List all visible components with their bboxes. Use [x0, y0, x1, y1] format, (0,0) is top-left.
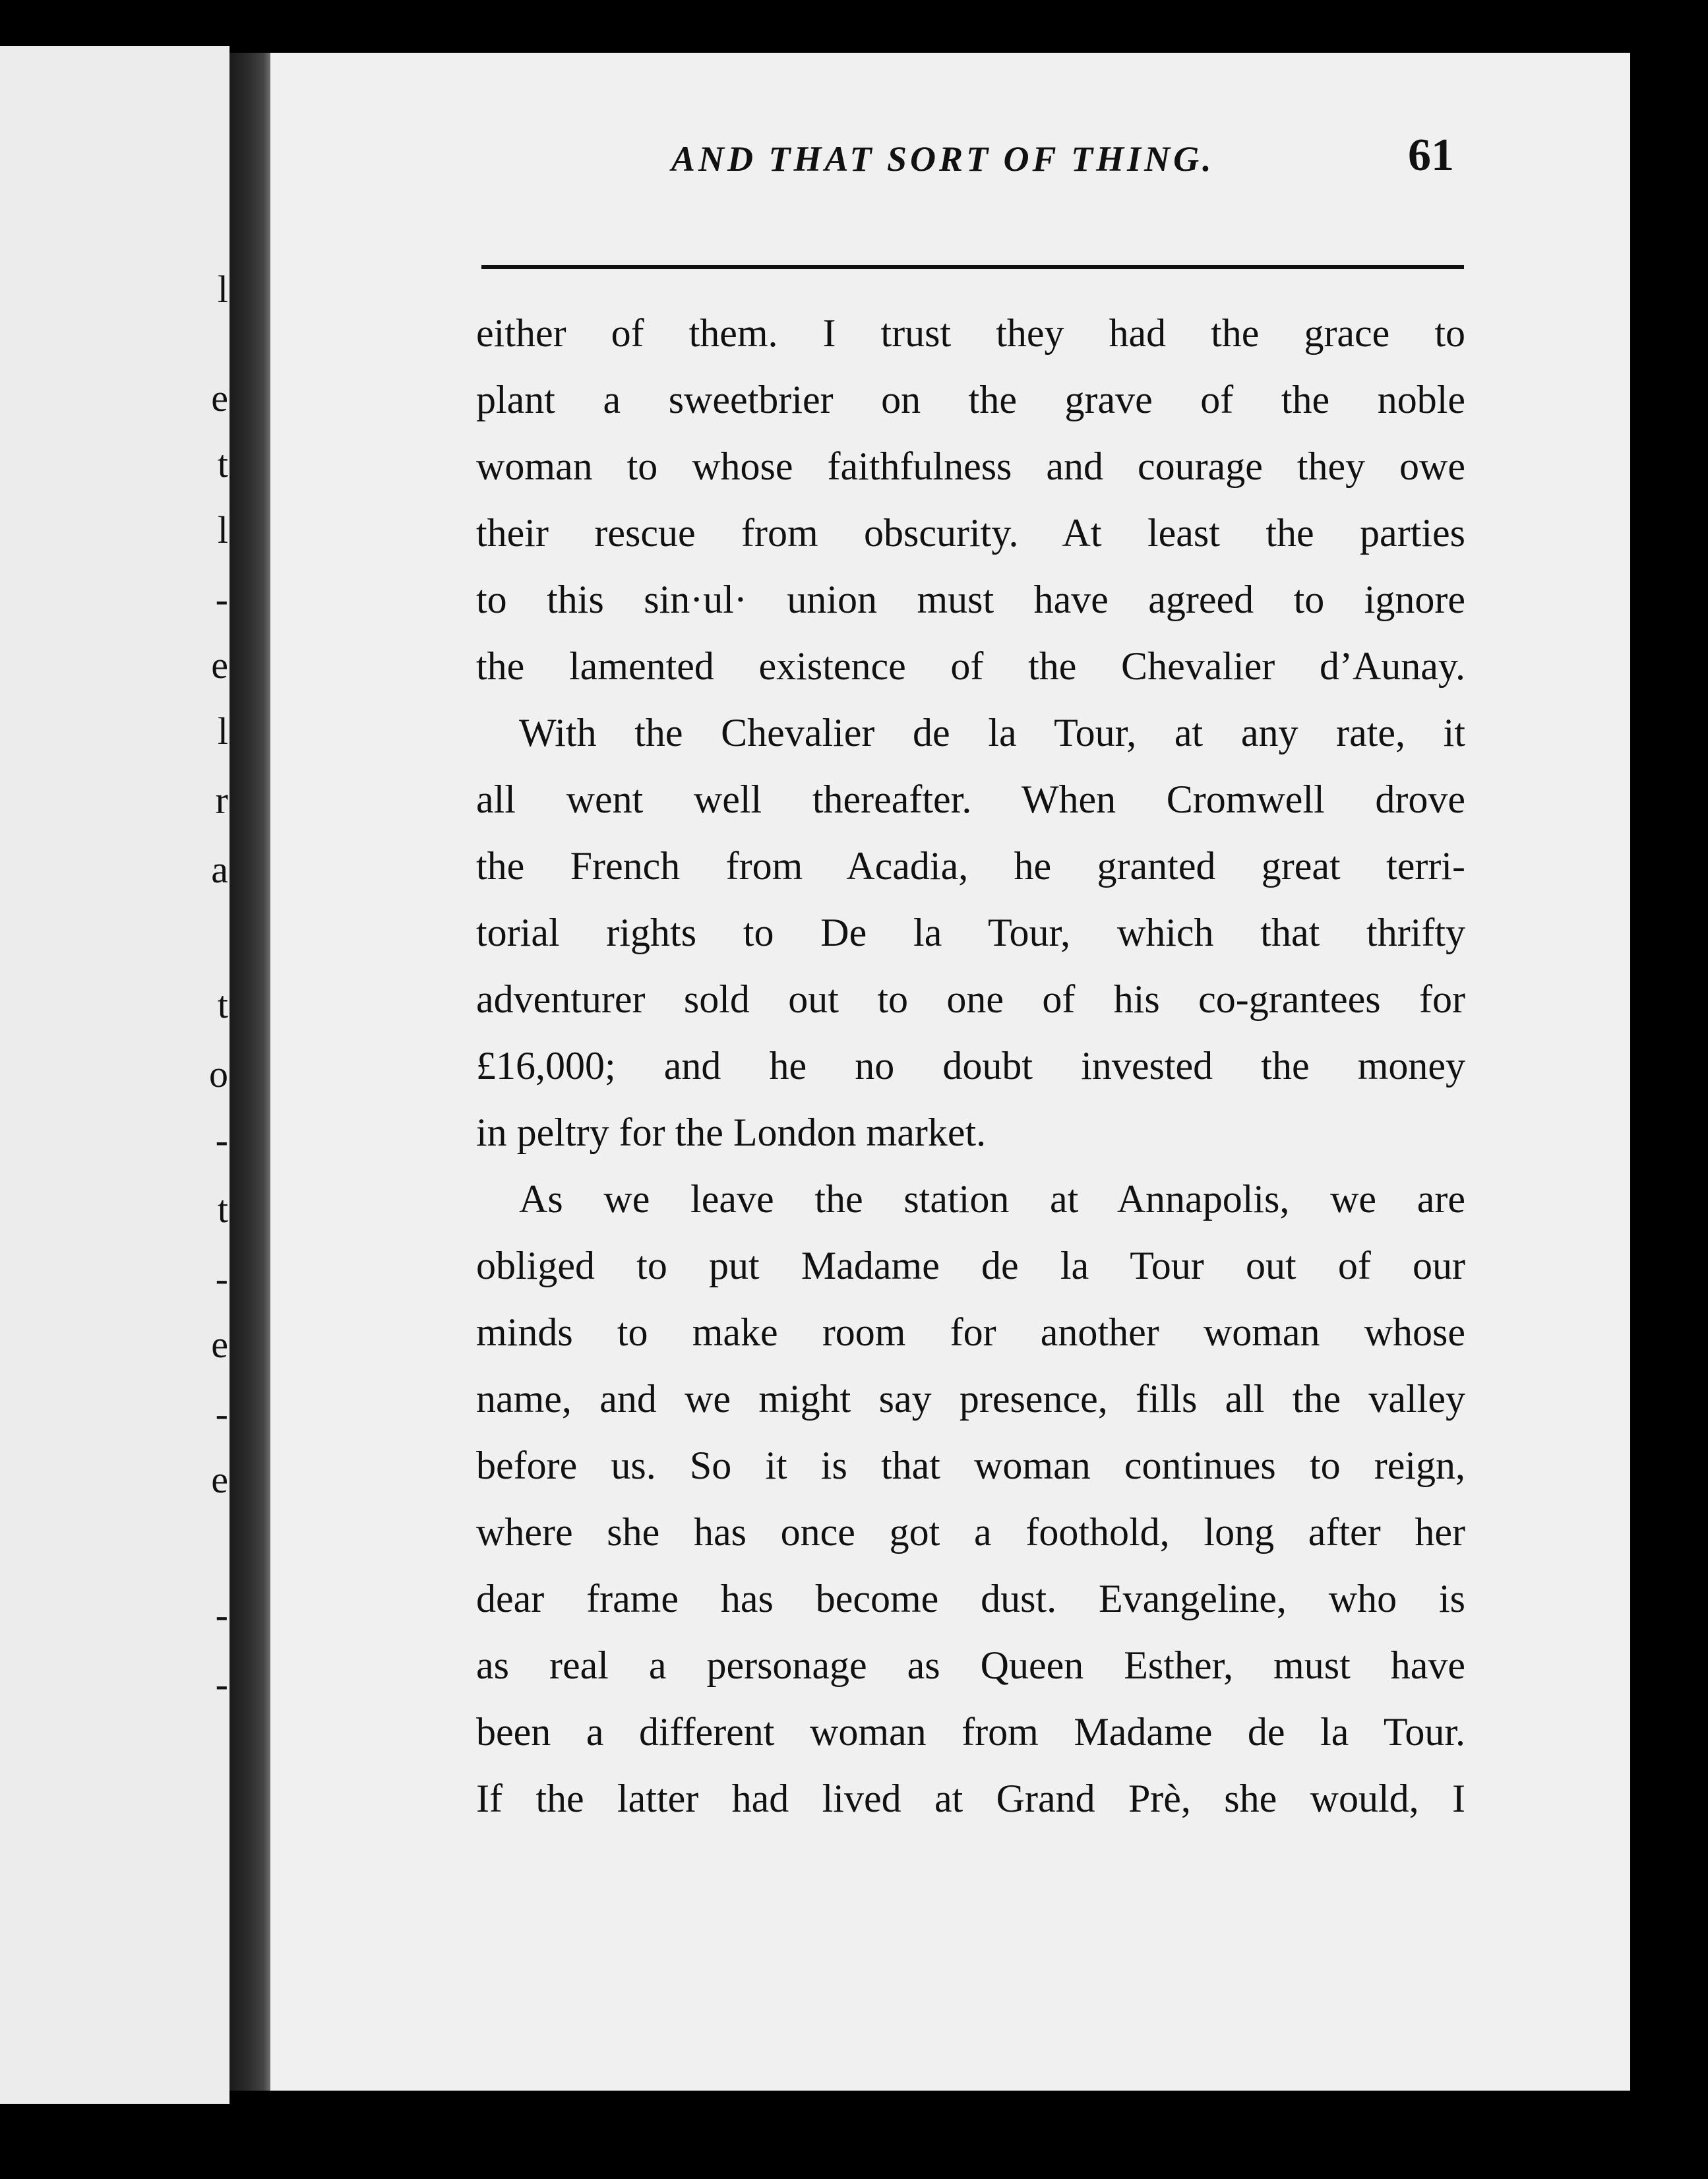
edge-char: l: [217, 710, 228, 752]
text-line: woman to whose faithfulness and courage they owe: [476, 445, 1465, 488]
text-line: torial rights to De la Tour, which that thrifty: [476, 911, 1465, 954]
edge-char: t: [217, 983, 228, 1026]
edge-char: -: [215, 1257, 228, 1300]
edge-char: e: [211, 1458, 228, 1501]
running-title: AND THAT SORT OF THING.: [671, 139, 1215, 179]
paragraph: [476, 700, 1465, 1166]
header-rule: [481, 265, 1464, 269]
edge-char: e: [211, 644, 228, 687]
edge-char: l: [217, 268, 228, 311]
paragraph: [476, 1166, 1465, 1832]
edge-char: t: [217, 1188, 228, 1231]
text-line: where she has once got a foothold, long after her: [476, 1510, 1465, 1554]
paragraph: [476, 300, 1465, 700]
text-line: £16,000; and he no doubt invested the money: [476, 1044, 1465, 1088]
text-line: With the Chevalier de la Tour, at any rate, it: [519, 711, 1465, 754]
edge-char: a: [211, 848, 228, 891]
text-line: before us. So it is that woman continues to reign,: [476, 1444, 1465, 1487]
text-line: been a different woman from Madame de la Tour.: [476, 1710, 1465, 1754]
text-line: minds to make room for another woman whose: [476, 1310, 1465, 1354]
edge-char: e: [211, 377, 228, 419]
text-line: adventurer sold out to one of his co-grantees for: [476, 977, 1465, 1021]
body-text: [476, 300, 1465, 1832]
edge-char: -: [215, 1663, 228, 1705]
text-line: all went well thereafter. When Cromwell drove: [476, 778, 1465, 821]
text-line: As we leave the station at Annapolis, we are: [519, 1177, 1465, 1221]
book-gutter: [229, 53, 272, 2091]
text-line: to this sin·ul· union must have agreed to ignore: [476, 578, 1465, 621]
edge-char: -: [215, 1392, 228, 1435]
text-line: dear frame has become dust. Evangeline, who is: [476, 1577, 1465, 1620]
edge-char: t: [217, 443, 228, 485]
edge-char: e: [211, 1323, 228, 1366]
edge-char: r: [215, 779, 228, 822]
edge-char: -: [215, 1593, 228, 1636]
edge-char: -: [215, 578, 228, 621]
text-line: the lamented existence of the Chevalier d’Aunay.: [476, 644, 1465, 688]
text-line: either of them. I trust they had the grace to: [476, 311, 1465, 355]
text-line: their rescue from obscurity. At least the parties: [476, 511, 1465, 555]
text-line: name, and we might say presence, fills all the valley: [476, 1377, 1465, 1421]
text-line: in peltry for the London market.: [476, 1111, 987, 1154]
page-number: 61: [1408, 130, 1454, 181]
edge-char: -: [215, 1119, 228, 1161]
text-line: the French from Acadia, he granted great terri-: [476, 844, 1465, 888]
edge-char: l: [217, 508, 228, 551]
facing-page-edge: [0, 46, 229, 2104]
text-line: plant a sweetbrier on the grave of the noble: [476, 378, 1465, 421]
text-line: If the latter had lived at Grand Prè, she would, I: [476, 1777, 1465, 1820]
edge-char: o: [209, 1053, 228, 1095]
text-line: as real a personage as Queen Esther, must have: [476, 1643, 1465, 1687]
text-line: obliged to put Madame de la Tour out of our: [476, 1244, 1465, 1287]
